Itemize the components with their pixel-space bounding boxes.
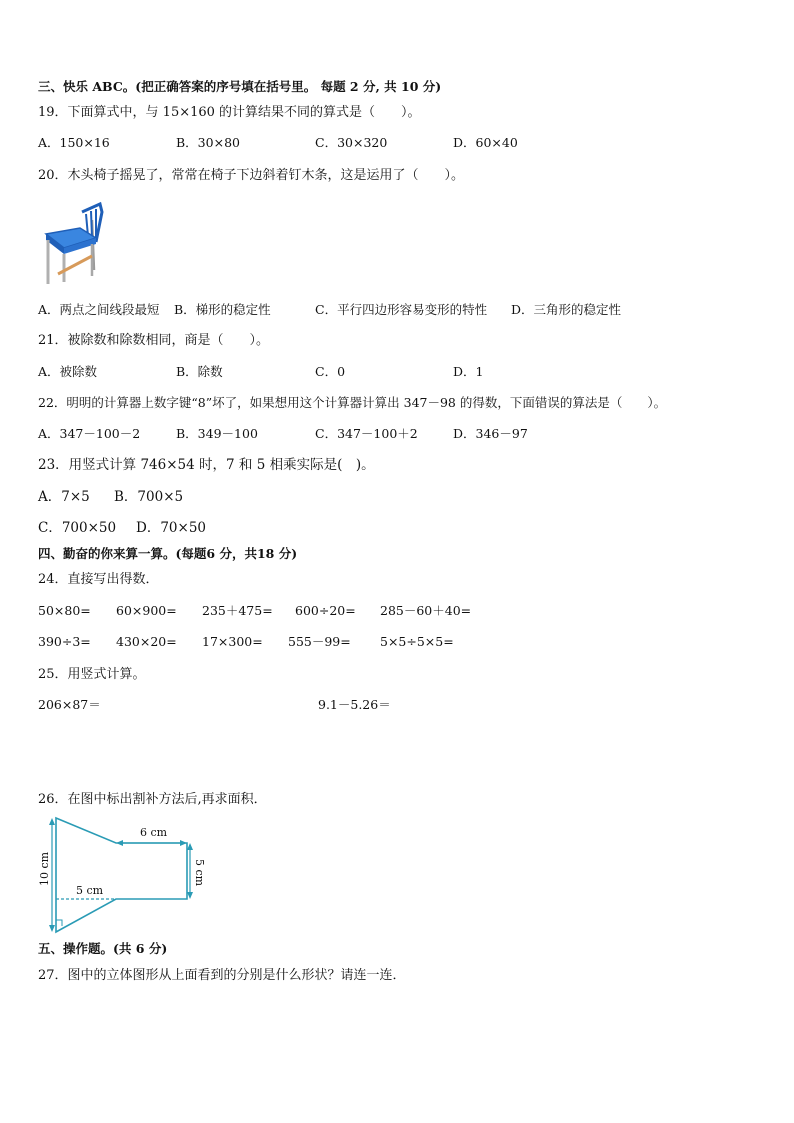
question-23: 23．用竖式计算 746×54 时，7 和 5 相乘实际是( )。 — [38, 457, 375, 473]
q21-option-b: B．除数 — [176, 364, 223, 379]
q20-option-d: D．三角形的稳定性 — [511, 302, 622, 317]
vertical-calc-item: 206×87＝ — [38, 697, 101, 712]
question-21: 21．被除数和除数相同，商是（ ）。 — [38, 333, 270, 348]
calc-item: 430×20= — [116, 634, 177, 649]
q19-option-a: A．150×16 — [38, 135, 110, 150]
label-right-5cm: 5 cm — [193, 859, 206, 887]
calc-item: 390÷3= — [38, 634, 91, 649]
q19-option-b: B．30×80 — [176, 135, 240, 150]
q21-option-c: C．0 — [315, 364, 346, 379]
question-22: 22．明明的计算器上数字键“8”坏了，如果想用这个计算器计算出 347－98 的得数，下面错误的算法是（ ）。 — [38, 395, 667, 410]
calc-item: 555－99= — [288, 634, 351, 649]
q22-option-b: B．349－100 — [176, 426, 258, 441]
question-25: 25．用竖式计算。 — [38, 667, 146, 682]
area-figure — [30, 814, 230, 940]
q22-option-a: A．347－100－2 — [38, 426, 141, 441]
q21-option-d: D．1 — [453, 364, 484, 379]
label-inner-5cm: 5 cm — [76, 884, 104, 897]
label-top-6cm: 6 cm — [140, 826, 168, 839]
q19-option-c: C．30×320 — [315, 135, 388, 150]
q23-option-c: C．700×50 — [38, 520, 117, 536]
calc-item: 5×5÷5×5= — [380, 634, 454, 649]
q20-option-a: A．两点之间线段最短 — [38, 302, 160, 317]
q19-option-d: D．60×40 — [453, 135, 518, 150]
section-3-title: 三、快乐 ABC。(把正确答案的序号填在括号里。 每题 2 分, 共 10 分) — [38, 79, 442, 94]
q22-option-c: C．347－100＋2 — [315, 426, 418, 441]
calc-item: 50×80= — [38, 603, 91, 618]
q23-option-a: A．7×5 — [38, 489, 90, 505]
question-27: 27．图中的立体图形从上面看到的分别是什么形状？请连一连． — [38, 968, 406, 983]
q22-option-d: D．346－97 — [453, 426, 528, 441]
vertical-calc-item: 9.1－5.26＝ — [318, 697, 391, 712]
label-left-10cm: 10 cm — [38, 851, 51, 886]
calc-item: 600÷20= — [295, 603, 356, 618]
q20-option-c: C．平行四边形容易变形的特性 — [315, 302, 488, 317]
calc-item: 17×300= — [202, 634, 263, 649]
question-26: 26．在图中标出割补方法后,再求面积． — [38, 792, 267, 807]
q20-option-b: B．梯形的稳定性 — [174, 302, 271, 317]
question-24: 24．直接写出得数． — [38, 572, 159, 587]
question-20: 20．木头椅子摇晃了，常常在椅子下边斜着钉木条，这是运用了（ ）。 — [38, 168, 465, 183]
calc-item: 60×900= — [116, 603, 177, 618]
chair-image — [40, 198, 108, 288]
q23-option-d: D．70×50 — [136, 520, 206, 536]
question-19: 19．下面算式中，与 15×160 的计算结果不同的算式是（ ）。 — [38, 105, 421, 120]
q21-option-a: A．被除数 — [38, 364, 98, 379]
section-5-title: 五、操作题。(共 6 分) — [38, 941, 168, 956]
calc-item: 285－60＋40= — [380, 603, 472, 618]
calc-item: 235＋475= — [202, 603, 273, 618]
section-4-title: 四、勤奋的你来算一算。(每题6 分，共18 分) — [38, 546, 298, 561]
q23-option-b: B．700×5 — [114, 489, 184, 505]
